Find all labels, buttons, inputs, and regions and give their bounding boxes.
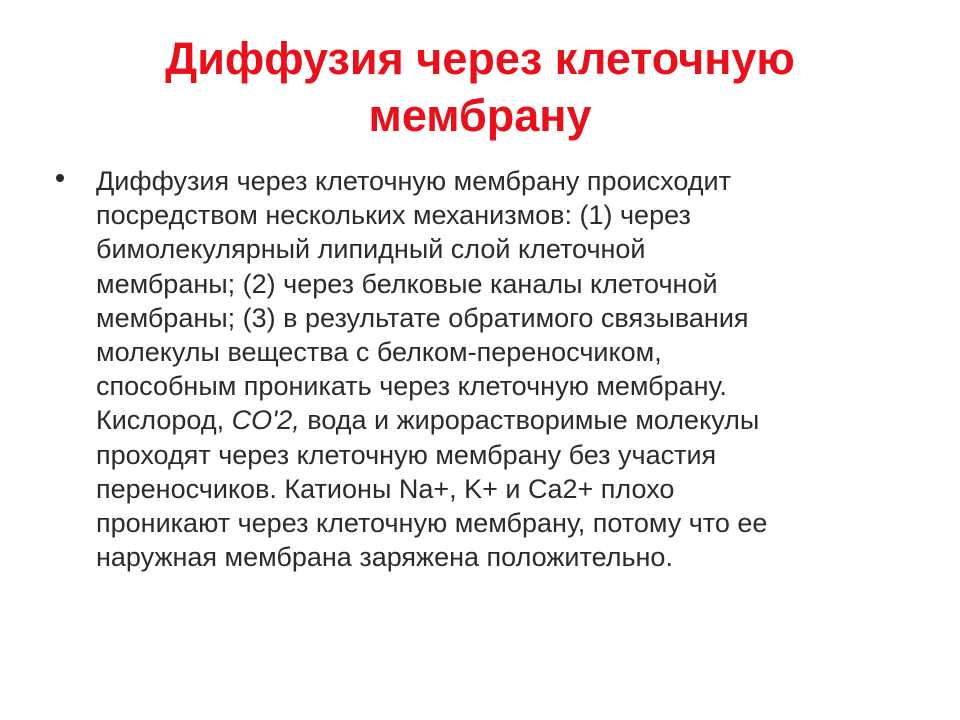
co2-italic-text: CO'2, bbox=[231, 405, 300, 436]
bullet-text-line-1: Диффузия через клеточную мембрану происходит bbox=[96, 166, 731, 196]
bullet-text-line-7: способным проникать через клеточную мембрану. bbox=[96, 371, 727, 402]
bullet-text-line-6: молекулы вещества с белком-переносчиком, bbox=[96, 337, 662, 368]
line-8-before: Кислород, bbox=[96, 405, 232, 436]
bullet-dot-icon bbox=[56, 174, 64, 182]
slide-title-line-1: Диффузия через клеточную bbox=[165, 33, 795, 84]
bullet-list bbox=[56, 164, 916, 574]
slide-title-line-2: мембрану bbox=[368, 90, 592, 141]
bullet-text-line-9: проходят через клеточную мембрану без участия bbox=[96, 439, 717, 470]
bullet-text-line-5: мембраны; (3) в результате обратимого связывания bbox=[96, 302, 749, 333]
bullet-text-line-8 bbox=[96, 403, 916, 437]
bullet-text-line-3: бимолекулярный липидный слой клеточной bbox=[96, 234, 646, 265]
bullet-text-line-10: переносчиков. Катионы Na+, K+ и Ca2+ плохо bbox=[96, 473, 675, 504]
bullet-text-line-11: проникают через клеточную мембрану, потому что ее bbox=[96, 508, 768, 539]
bullet-text-line-2: посредством нескольких механизмов: (1) через bbox=[96, 200, 691, 231]
bullet-text-line-12: наружная мембрана заряжена положительно. bbox=[96, 542, 673, 573]
line-8-after: вода и жирорастворимые молекулы bbox=[299, 405, 760, 436]
bullet-text-line-4: мембраны; (2) через белковые каналы клеточной bbox=[96, 268, 718, 299]
slide-title bbox=[60, 30, 900, 144]
bullet-item bbox=[56, 164, 916, 574]
